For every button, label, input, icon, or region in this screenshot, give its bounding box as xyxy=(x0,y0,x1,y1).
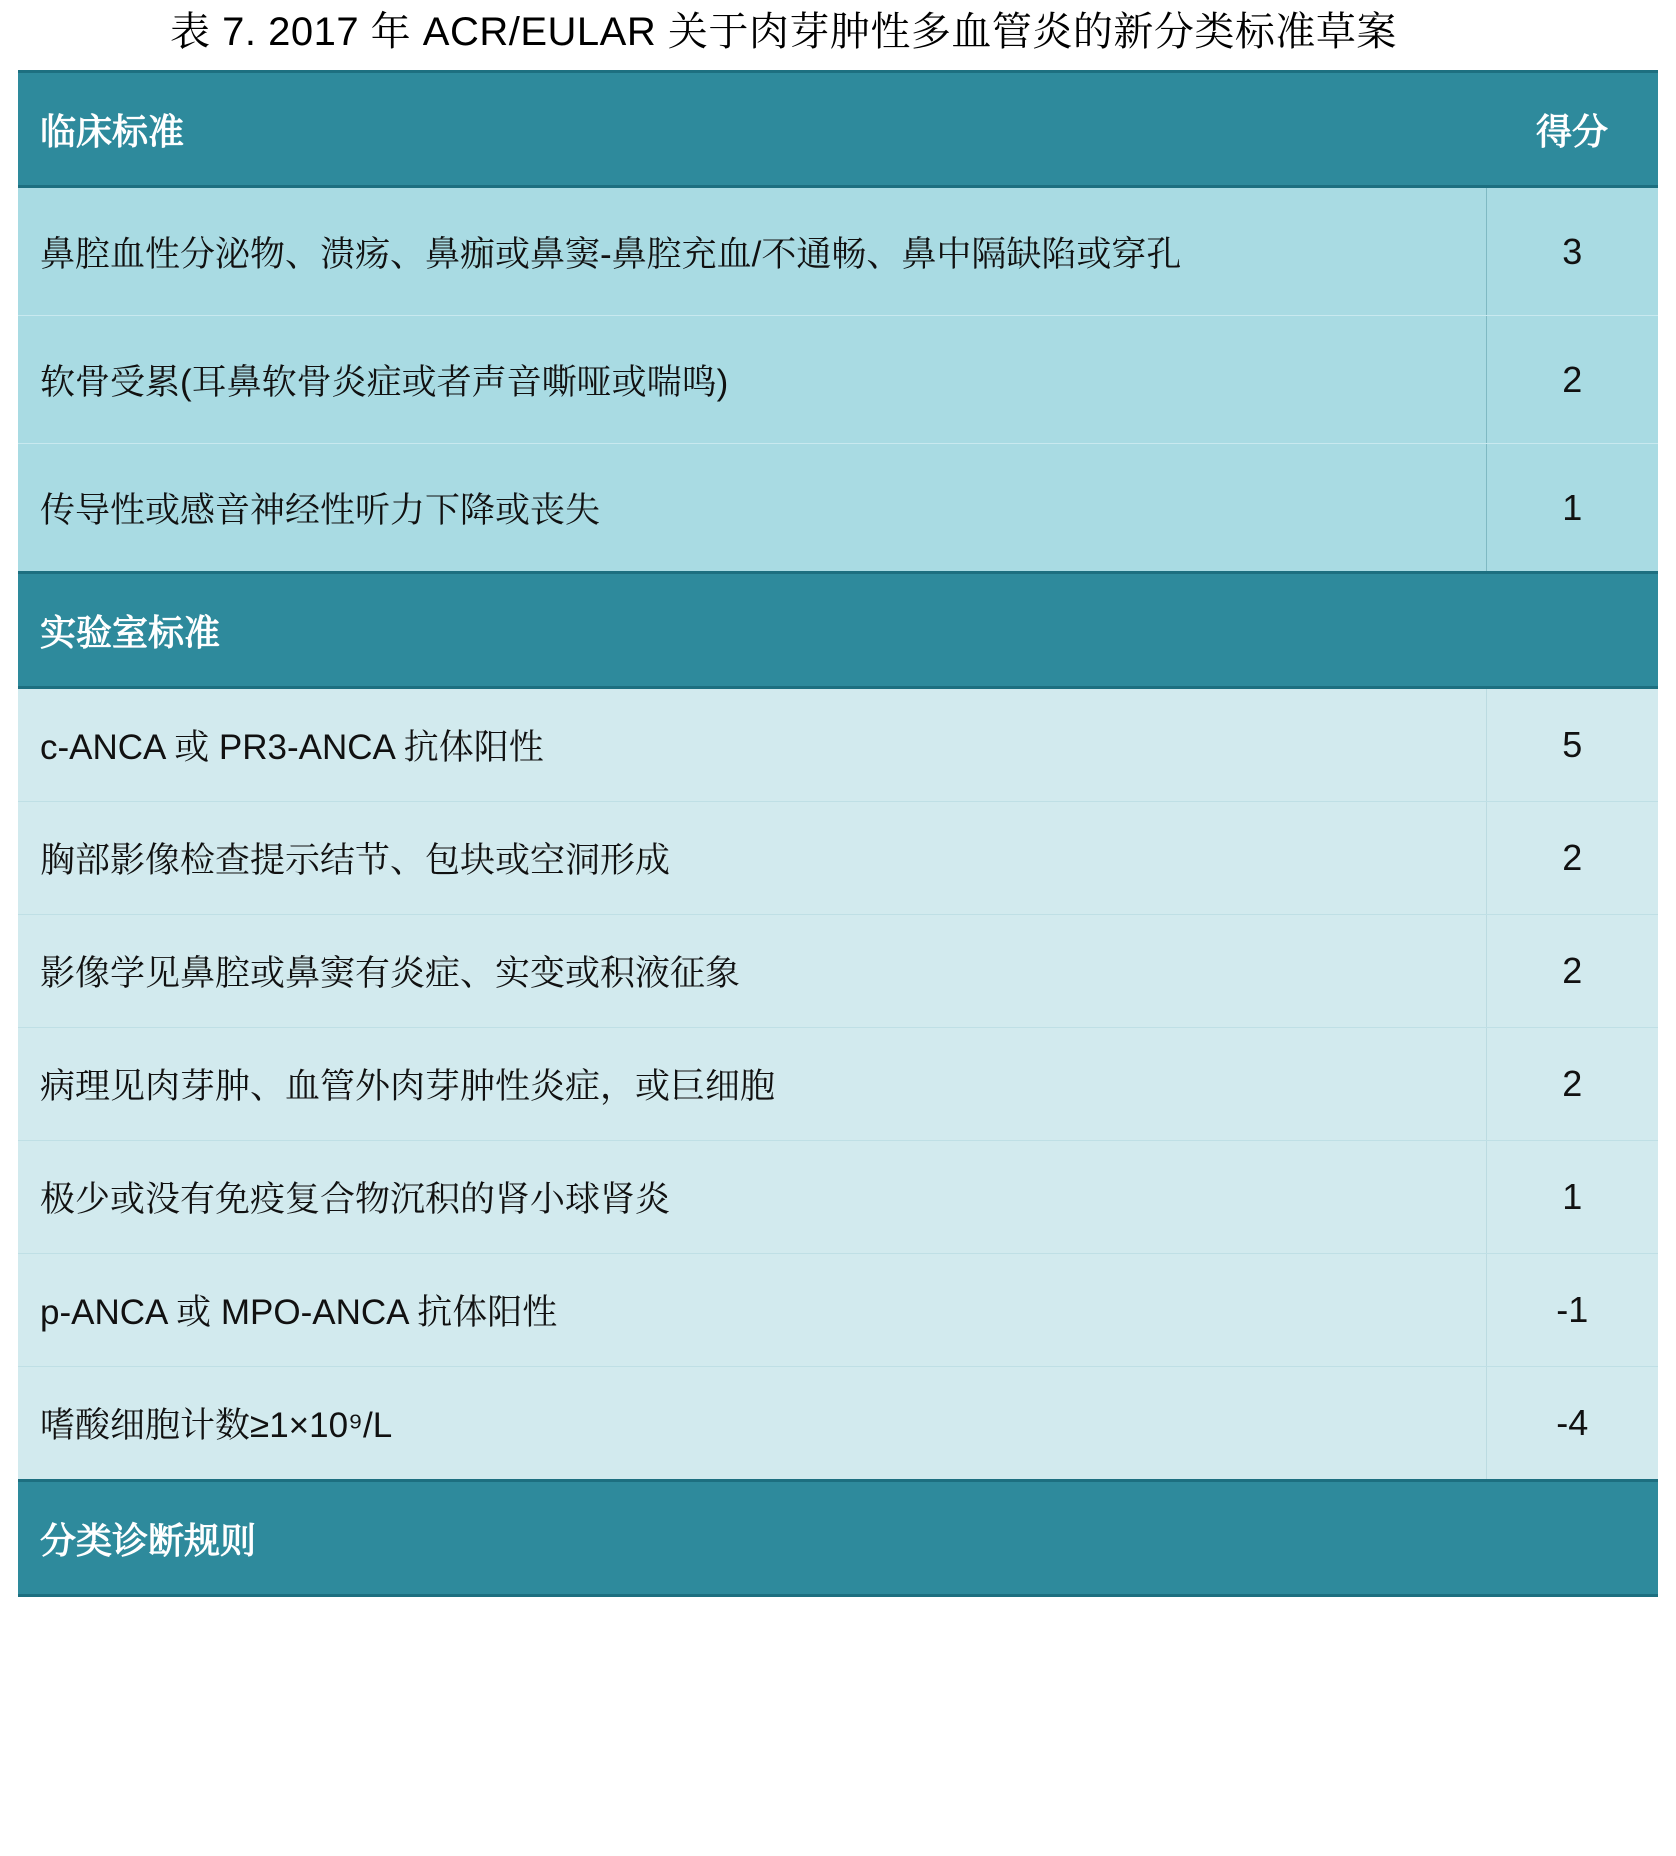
watermark xyxy=(1325,1785,1650,1840)
table-row xyxy=(18,688,1658,802)
criteria-score: -1 xyxy=(1486,1254,1658,1367)
section-header-clinical xyxy=(18,72,1658,187)
table-row xyxy=(18,1028,1658,1141)
criteria-label: 鼻腔血性分泌物、溃疡、鼻痂或鼻窦-鼻腔充血/不通畅、鼻中隔缺陷或穿孔 xyxy=(18,187,1486,316)
section-header-lab xyxy=(18,573,1658,688)
criteria-label: 影像学见鼻腔或鼻窦有炎症、实变或积液征象 xyxy=(18,915,1486,1028)
criteria-label: 病理见肉芽肿、血管外肉芽肿性炎症，或巨细胞 xyxy=(18,1028,1486,1141)
watermark-author: @刘湘源医生 xyxy=(1416,1796,1650,1838)
criteria-label: 嗜酸细胞计数≥1×10⁹/L xyxy=(18,1367,1486,1481)
criteria-score: 2 xyxy=(1486,915,1658,1028)
section-header-clinical-label: 临床标准 xyxy=(18,72,1486,187)
criteria-label: 软骨受累(耳鼻软骨炎症或者声音嘶哑或喘鸣) xyxy=(18,316,1486,444)
table-row xyxy=(18,1254,1658,1367)
table-row xyxy=(18,915,1658,1028)
criteria-score: 1 xyxy=(1486,1141,1658,1254)
criteria-label: p-ANCA 或 MPO-ANCA 抗体阳性 xyxy=(18,1254,1486,1367)
section-header-lab-score xyxy=(1486,573,1658,688)
criteria-score: 3 xyxy=(1486,187,1658,316)
section-header-lab-label: 实验室标准 xyxy=(18,573,1486,688)
criteria-score: -4 xyxy=(1486,1367,1658,1481)
table-row xyxy=(18,1141,1658,1254)
criteria-score: 2 xyxy=(1486,1028,1658,1141)
table-row xyxy=(18,802,1658,915)
table-row xyxy=(18,316,1658,444)
table-row xyxy=(18,187,1658,316)
criteria-label: 传导性或感音神经性听力下降或丧失 xyxy=(18,444,1486,573)
criteria-score: 1 xyxy=(1486,444,1658,573)
criteria-table xyxy=(18,70,1658,1597)
section-header-rules-label: 分类诊断规则 xyxy=(18,1481,1486,1596)
section-header-rules-score xyxy=(1486,1481,1658,1596)
table-row xyxy=(18,1367,1658,1481)
table-row xyxy=(18,444,1658,573)
criteria-score: 2 xyxy=(1486,802,1658,915)
criteria-label: 胸部影像检查提示结节、包块或空洞形成 xyxy=(18,802,1486,915)
criteria-label: 极少或没有免疫复合物沉积的肾小球肾炎 xyxy=(18,1141,1486,1254)
watermark-logo: 头条 xyxy=(1324,1796,1403,1838)
criteria-label: c-ANCA 或 PR3-ANCA 抗体阳性 xyxy=(18,688,1486,802)
page-title: 表 7. 2017 年 ACR/EULAR 关于肉芽肿性多血管炎的新分类标准草案 xyxy=(170,10,1397,54)
section-header-score-label: 得分 xyxy=(1486,72,1658,187)
criteria-score: 5 xyxy=(1486,688,1658,802)
criteria-score: 2 xyxy=(1486,316,1658,444)
section-header-rules xyxy=(18,1481,1658,1596)
